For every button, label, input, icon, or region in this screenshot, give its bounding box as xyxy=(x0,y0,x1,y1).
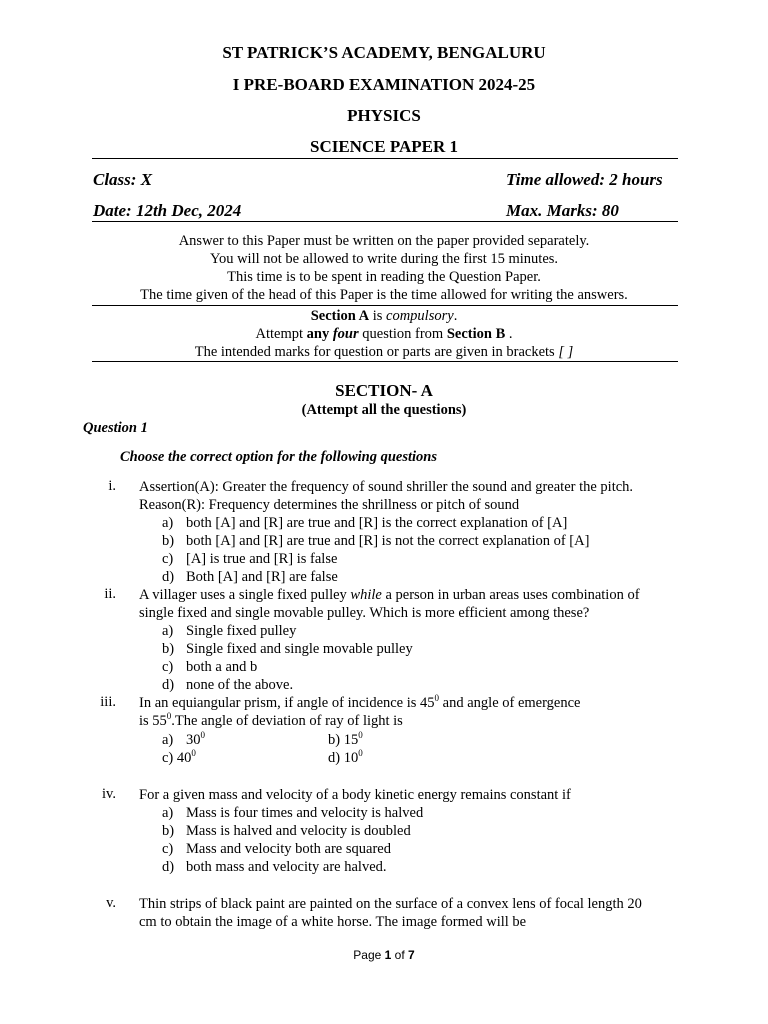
item-text-part: while xyxy=(350,587,382,603)
divider xyxy=(92,305,678,306)
item-text xyxy=(139,694,581,712)
option-text: Mass is halved and velocity is doubled xyxy=(186,823,411,839)
item-text-part: is 55 xyxy=(139,713,167,729)
option-text: Mass is four times and velocity is halved xyxy=(186,805,424,821)
rule-text: question from xyxy=(358,326,447,342)
rule-text: . xyxy=(453,308,458,324)
exam-date: Date: 12th Dec, 2024 xyxy=(93,201,242,220)
page-number: 1 xyxy=(384,948,392,962)
item-text: Reason(R): Frequency determines the shrillness or pitch of sound xyxy=(139,497,520,513)
rule-text: Section A xyxy=(310,308,370,324)
option-text xyxy=(328,749,363,767)
option-letter: a) xyxy=(162,805,174,821)
item-number: v. xyxy=(106,895,116,911)
degree-superscript: 0 xyxy=(358,748,363,759)
max-marks: Max. Marks: 80 xyxy=(506,201,619,220)
option-letter: a) xyxy=(162,732,174,748)
instruction-line: Answer to this Paper must be written on the paper provided separately. xyxy=(178,233,590,249)
item-number: iv. xyxy=(102,786,116,802)
rule-text: is xyxy=(369,308,387,324)
rule-text: [ ] xyxy=(558,344,574,360)
page-total: 7 xyxy=(408,948,415,962)
instruction-line: You will not be allowed to write during the first 15 minutes. xyxy=(209,251,559,267)
question-label: Question 1 xyxy=(83,420,148,436)
option-letter: c) xyxy=(162,551,174,567)
option-text xyxy=(162,749,196,767)
rule-marks xyxy=(0,343,768,361)
option-letter: b) xyxy=(162,641,175,657)
option-text: both [A] and [R] are true and [R] is the correct explanation of [A] xyxy=(186,515,568,531)
option-letter: a) xyxy=(162,515,174,531)
time-allowed: Time allowed: 2 hours xyxy=(506,170,663,189)
instruction-line: The time given of the head of this Paper is the time allowed for writing the answers. xyxy=(140,287,628,303)
item-text: single fixed and single movable pulley. Which is more efficient among these? xyxy=(139,605,590,621)
section-title: SECTION- A xyxy=(335,381,433,400)
rule-text: compulsory xyxy=(386,308,454,324)
item-text-part: and angle of emergence xyxy=(439,695,581,711)
question-instruction: Choose the correct option for the following questions xyxy=(120,449,438,465)
option-text: both [A] and [R] are true and [R] is not the correct explanation of [A] xyxy=(186,533,590,549)
option-text: both mass and velocity are halved. xyxy=(186,859,387,875)
item-number: i. xyxy=(108,478,116,494)
item-text xyxy=(139,586,640,604)
class-label: Class: X xyxy=(93,170,153,189)
rule-text: Attempt xyxy=(255,326,307,342)
item-text: cm to obtain the image of a white horse. The image formed will be xyxy=(139,914,527,930)
item-number: iii. xyxy=(100,694,116,710)
degree-superscript: 0 xyxy=(200,730,205,741)
option-text xyxy=(328,731,363,749)
option-letter: d) xyxy=(162,677,175,693)
paper-title: SCIENCE PAPER 1 xyxy=(310,137,458,156)
divider xyxy=(92,158,678,159)
option-letter: d) xyxy=(162,859,175,875)
degree-superscript: 0 xyxy=(358,730,363,741)
item-text-part: In an equiangular prism, if angle of incidence is 45 xyxy=(139,695,435,711)
option-letter: b) xyxy=(162,823,175,839)
subject-title: PHYSICS xyxy=(347,106,421,125)
rule-text: any xyxy=(306,326,330,342)
option-letter: c) xyxy=(162,659,174,675)
option-text: [A] is true and [R] is false xyxy=(186,551,338,567)
degree-superscript: 0 xyxy=(191,748,196,759)
rule-text: . xyxy=(505,326,513,342)
divider xyxy=(92,221,678,222)
option-text xyxy=(186,731,205,749)
school-name: ST PATRICK’S ACADEMY, BENGALURU xyxy=(222,43,546,62)
section-subtitle: (Attempt all the questions) xyxy=(301,402,467,418)
option-letter: a) xyxy=(162,623,174,639)
option-value: c) 40 xyxy=(162,750,192,766)
item-text: For a given mass and velocity of a body kinetic energy remains constant if xyxy=(139,787,571,803)
instruction-line: This time is to be spent in reading the Question Paper. xyxy=(227,269,541,285)
option-value: 30 xyxy=(186,732,201,748)
degree-superscript: 0 xyxy=(434,693,440,704)
page-footer xyxy=(0,948,768,962)
option-letter: c) xyxy=(162,841,174,857)
option-text: Mass and velocity both are squared xyxy=(186,841,391,857)
item-text-part: a person in urban areas uses combination of xyxy=(381,587,640,603)
item-number: ii. xyxy=(104,586,116,602)
item-text xyxy=(139,712,403,730)
rule-attempt xyxy=(0,325,768,343)
option-text: both a and b xyxy=(186,659,258,675)
exam-title: I PRE-BOARD EXAMINATION 2024-25 xyxy=(232,75,536,94)
option-text: none of the above. xyxy=(186,677,294,693)
option-value: d) 10 xyxy=(328,750,359,766)
option-letter: b) xyxy=(162,533,175,549)
divider xyxy=(92,361,678,362)
rule-text: four xyxy=(332,326,359,342)
footer-text: of xyxy=(391,948,409,962)
option-text: Single fixed and single movable pulley xyxy=(186,641,413,657)
item-text: Assertion(A): Greater the frequency of sound shriller the sound and greater the pitch. xyxy=(139,479,634,495)
item-text: Thin strips of black paint are painted on the surface of a convex lens of focal length 20 xyxy=(139,896,642,912)
rule-text: The intended marks for question or parts are given in brackets xyxy=(194,344,559,360)
item-text-part: .The angle of deviation of ray of light is xyxy=(171,713,403,729)
option-text: Both [A] and [R] are false xyxy=(186,569,338,585)
option-text: Single fixed pulley xyxy=(186,623,297,639)
option-letter: d) xyxy=(162,569,175,585)
rule-compulsory xyxy=(0,307,768,325)
rule-text: Section B xyxy=(446,326,506,342)
item-text-part: A villager uses a single fixed pulley xyxy=(139,587,351,603)
footer-text: Page xyxy=(353,948,385,962)
option-value: b) 15 xyxy=(328,732,359,748)
degree-superscript: 0 xyxy=(166,711,172,722)
